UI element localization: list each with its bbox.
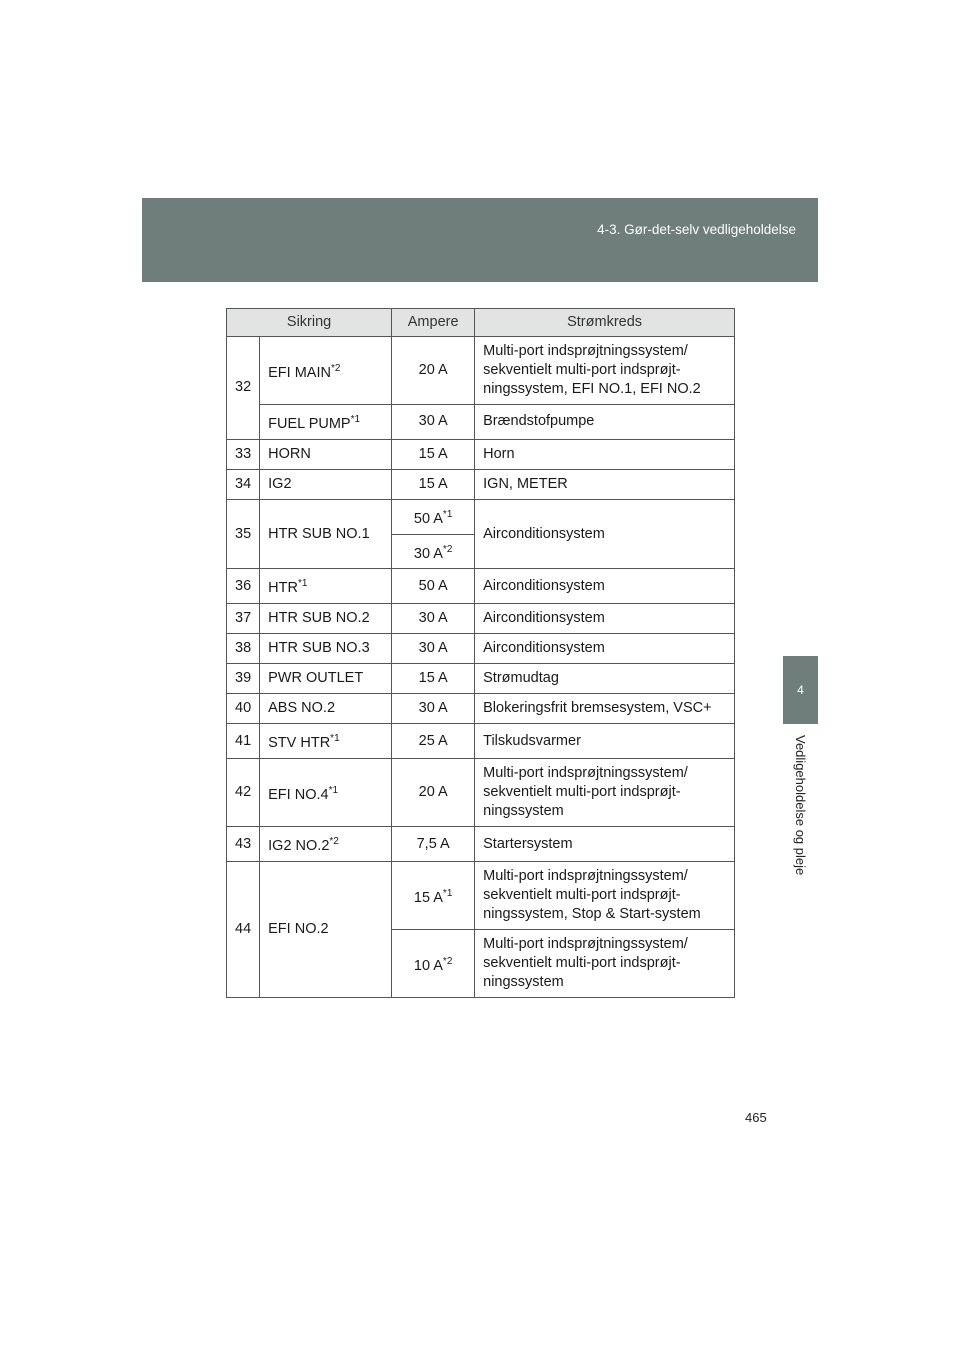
fuse-name: HTR SUB NO.3 — [260, 634, 392, 664]
fuse-number: 38 — [227, 634, 260, 664]
fuse-ampere: 7,5 A — [392, 827, 475, 862]
fuse-name: IG2 NO.2$^{*2}$ — [260, 827, 392, 862]
fuse-name: HTR SUB NO.1 — [260, 499, 392, 569]
fuse-circuit: Airconditionsystem — [475, 499, 735, 569]
fuse-ampere: 30 A — [392, 634, 475, 664]
fuse-number: 40 — [227, 694, 260, 724]
table-row — [227, 604, 735, 634]
fuse-circuit: Multi-port indsprøjtningssystem/ sekventielt multi-port indsprøjt- ningssystem — [475, 929, 735, 997]
fuse-circuit: Multi-port indsprøjtningssystem/ sekventielt multi-port indsprøjt- ningssystem, Stop & Start-system — [475, 861, 735, 929]
fuse-circuit: Airconditionsystem — [475, 604, 735, 634]
fuse-name: HTR SUB NO.2 — [260, 604, 392, 634]
fuse-name: PWR OUTLET — [260, 664, 392, 694]
table-row — [227, 664, 735, 694]
fuse-ampere: 20 A — [392, 759, 475, 827]
table-row — [227, 405, 735, 440]
fuse-ampere: 15 $A^{*1}$ — [392, 861, 475, 929]
fuse-number: 36 — [227, 569, 260, 604]
fuse-table — [226, 308, 735, 998]
fuse-ampere: 15 A — [392, 469, 475, 499]
fuse-number: 44 — [227, 861, 260, 997]
fuse-circuit: Startersystem — [475, 827, 735, 862]
header-ampere: Ampere — [392, 309, 475, 337]
fuse-ampere: 10 $A^{*2}$ — [392, 929, 475, 997]
fuse-circuit: Multi-port indsprøjtningssystem/ sekventielt multi-port indsprøjt- ningssystem, EFI NO.1, EFI NO.2 — [475, 337, 735, 405]
fuse-number: 32 — [227, 337, 260, 440]
fuse-name: HORN — [260, 439, 392, 469]
fuse-circuit: Blokeringsfrit bremsesystem, VSC+ — [475, 694, 735, 724]
table-row — [227, 861, 735, 929]
fuse-name: STV HTR$^{*1}$ — [260, 724, 392, 759]
table-row — [227, 634, 735, 664]
fuse-circuit: Airconditionsystem — [475, 569, 735, 604]
fuse-number: 37 — [227, 604, 260, 634]
fuse-circuit: Multi-port indsprøjtningssystem/ sekventielt multi-port indsprøjt- ningssystem — [475, 759, 735, 827]
fuse-name: EFI NO.2 — [260, 861, 392, 997]
fuse-ampere: 50 $A^{*1}$ — [392, 499, 475, 534]
fuse-ampere: 15 A — [392, 664, 475, 694]
chapter-side-label-text: Vedligeholdelse og pleje — [793, 735, 808, 876]
table-row — [227, 569, 735, 604]
header-circuit: Strømkreds — [475, 309, 735, 337]
chapter-tab — [783, 656, 818, 724]
fuse-circuit: Tilskudsvarmer — [475, 724, 735, 759]
fuse-name: EFI NO.4$^{*1}$ — [260, 759, 392, 827]
fuse-ampere: 20 A — [392, 337, 475, 405]
fuse-circuit: Strømudtag — [475, 664, 735, 694]
table-header-row — [227, 309, 735, 337]
header-band — [142, 198, 818, 282]
table-row — [227, 499, 735, 534]
fuse-number: 33 — [227, 439, 260, 469]
fuse-circuit: Airconditionsystem — [475, 634, 735, 664]
fuse-number: 41 — [227, 724, 260, 759]
fuse-ampere: 25 A — [392, 724, 475, 759]
fuse-ampere: 30 A — [392, 694, 475, 724]
fuse-circuit: Horn — [475, 439, 735, 469]
page-number: 465 — [745, 1110, 767, 1125]
table-row — [227, 469, 735, 499]
fuse-name: HTR$^{*1}$ — [260, 569, 392, 604]
fuse-number: 39 — [227, 664, 260, 694]
fuse-number: 34 — [227, 469, 260, 499]
table-row — [227, 724, 735, 759]
table-row — [227, 827, 735, 862]
fuse-ampere: 30 A — [392, 405, 475, 440]
fuse-name: EFI MAIN$^{*2}$ — [260, 337, 392, 405]
fuse-name: FUEL PUMP$^{*1}$ — [260, 405, 392, 440]
header-fuse: Sikring — [227, 309, 392, 337]
table-row — [227, 337, 735, 405]
table-row — [227, 694, 735, 724]
fuse-number: 42 — [227, 759, 260, 827]
fuse-name: IG2 — [260, 469, 392, 499]
chapter-tab-number: 4 — [797, 683, 804, 697]
fuse-number: 43 — [227, 827, 260, 862]
table-row — [227, 439, 735, 469]
fuse-circuit: IGN, METER — [475, 469, 735, 499]
fuse-number: 35 — [227, 499, 260, 569]
table-row — [227, 759, 735, 827]
fuse-ampere: 15 A — [392, 439, 475, 469]
fuse-ampere: 50 A — [392, 569, 475, 604]
fuse-name: ABS NO.2 — [260, 694, 392, 724]
fuse-ampere: 30 A — [392, 604, 475, 634]
fuse-ampere: 30 $A^{*2}$ — [392, 534, 475, 569]
section-title: 4-3. Gør-det-selv vedligeholdelse — [597, 222, 796, 237]
fuse-circuit: Brændstofpumpe — [475, 405, 735, 440]
